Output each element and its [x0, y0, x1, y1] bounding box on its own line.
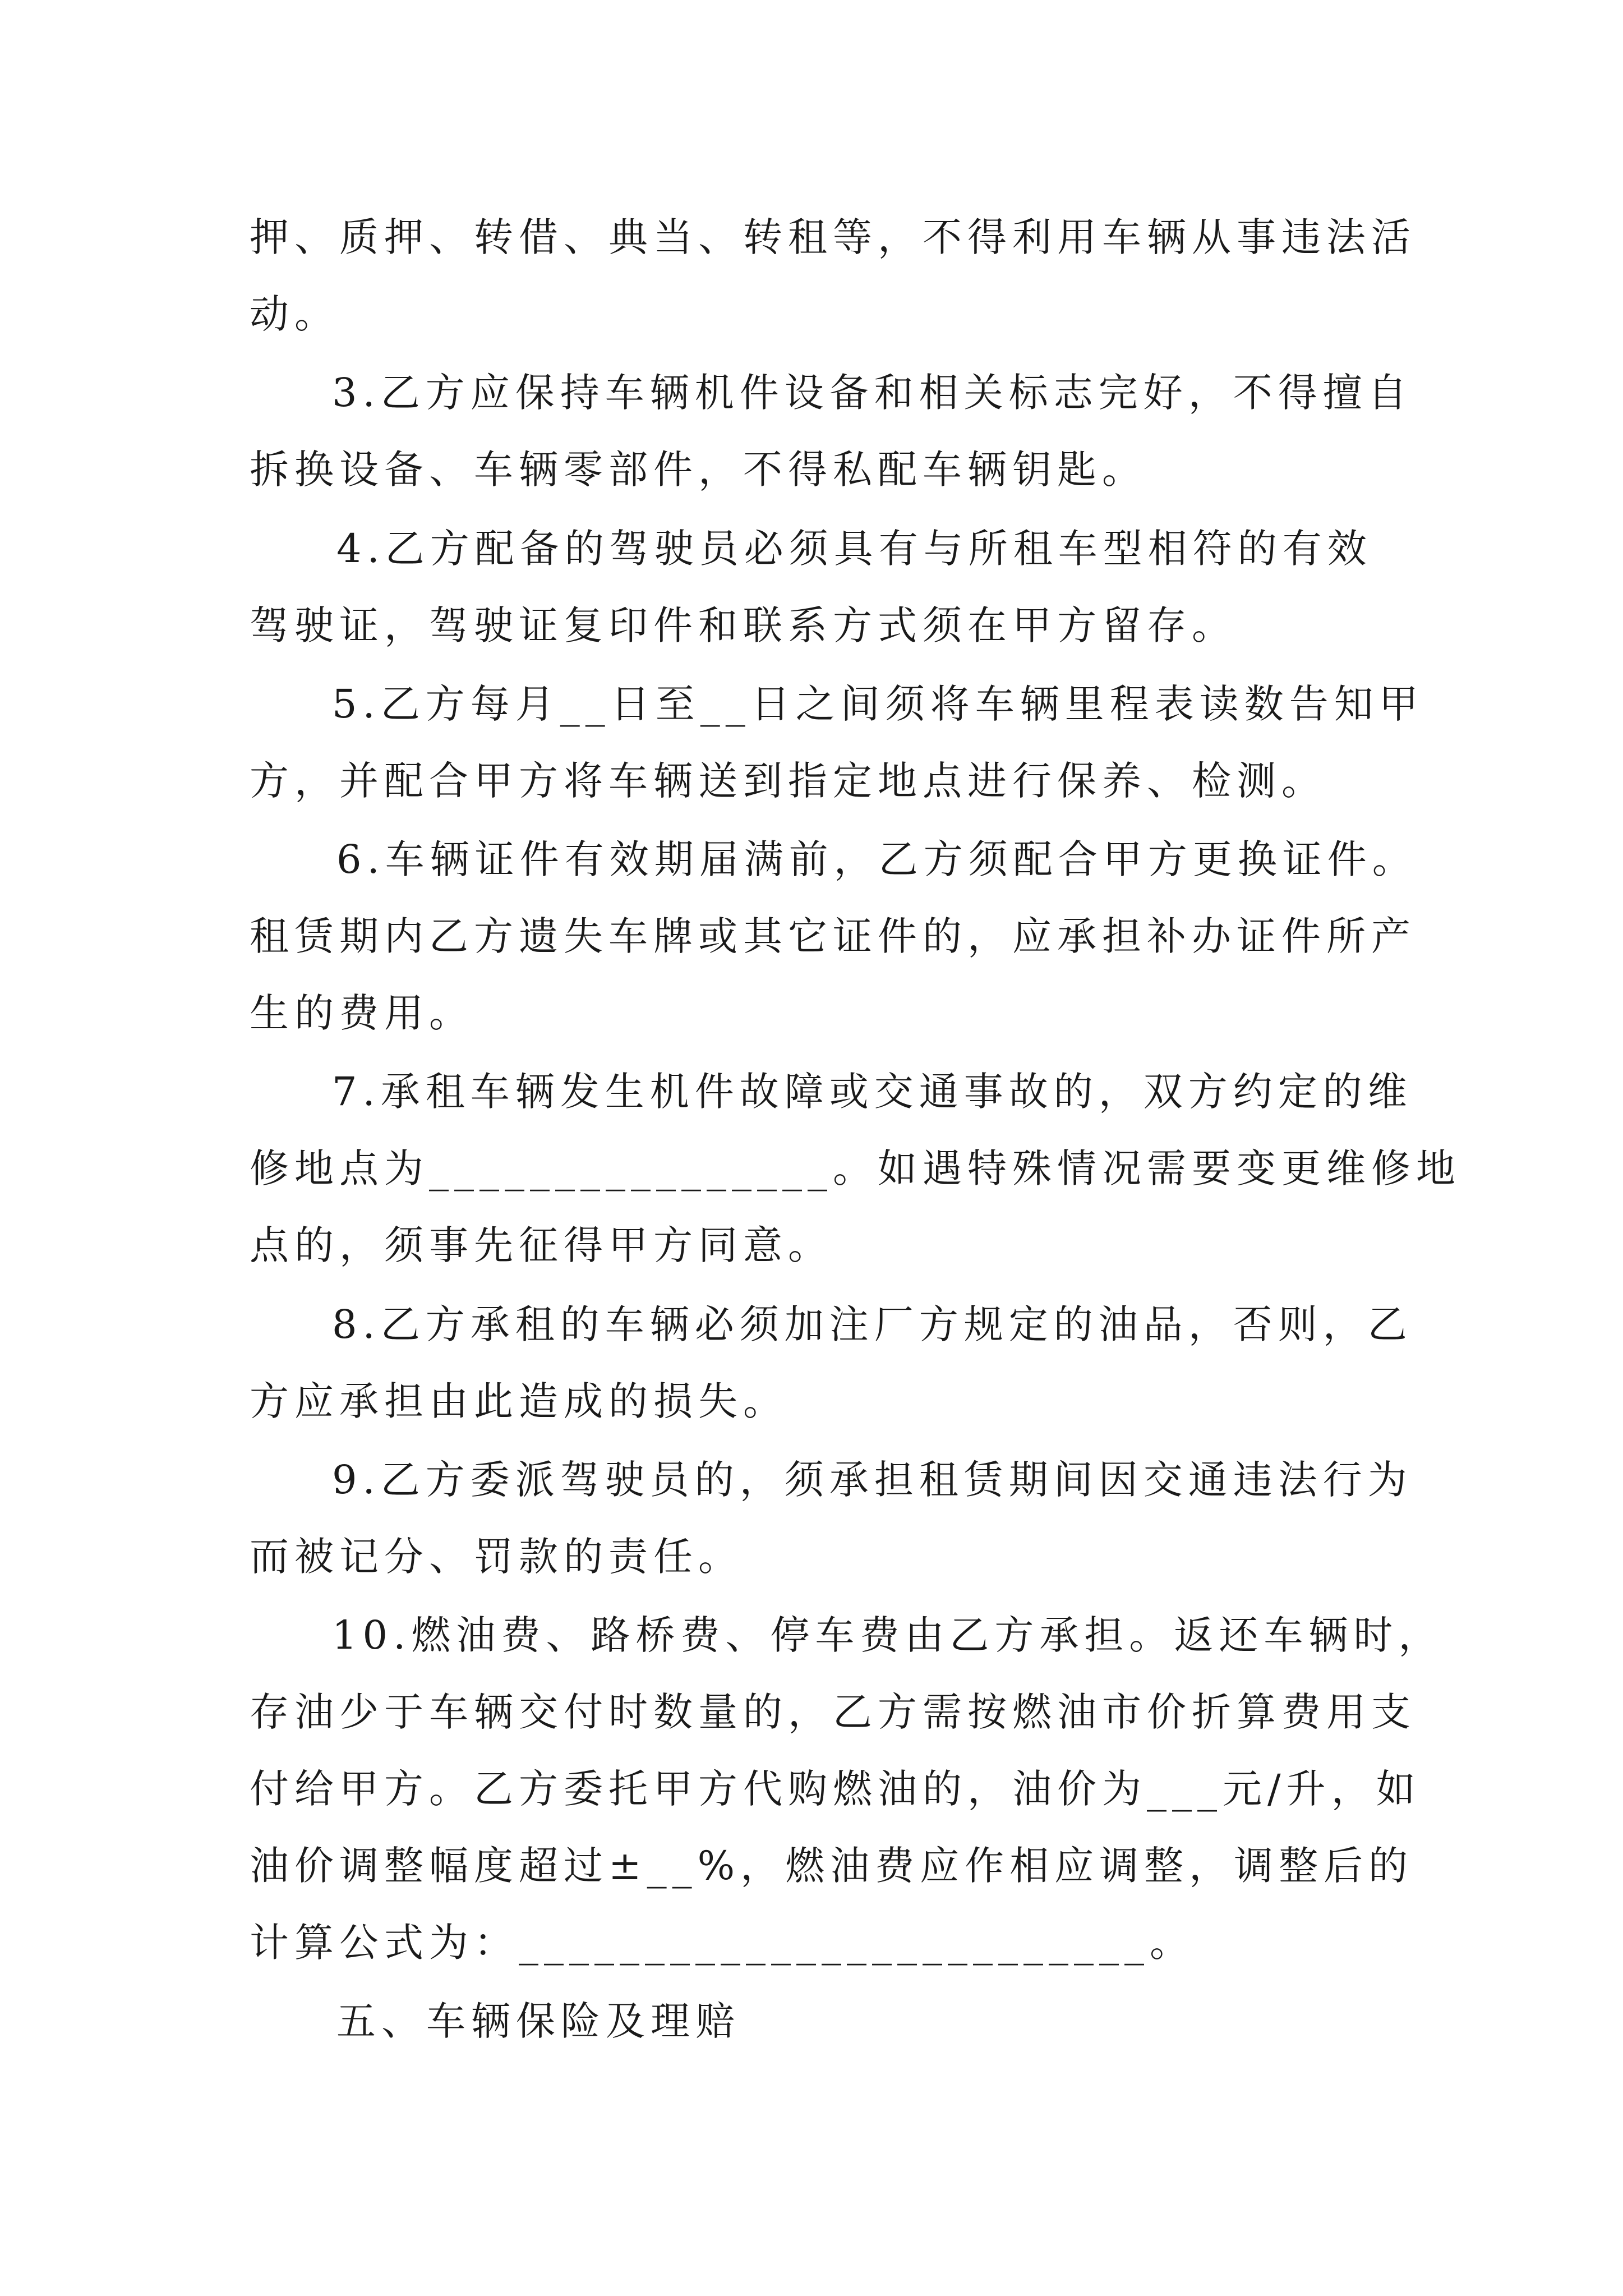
text-line: 生的费用。 — [250, 990, 474, 1036]
text-line: 方应承担由此造成的损失。 — [250, 1378, 788, 1424]
text-line: 存油少于车辆交付时数量的，乙方需按燃油市价折算费用支 — [250, 1689, 1416, 1735]
text-line: 7.承租车辆发生机件故障或交通事故的，双方约定的维 — [332, 1069, 1413, 1115]
text-line: 计算公式为：_________________________。 — [250, 1920, 1195, 1966]
text-line: 而被记分、罚款的责任。 — [250, 1534, 743, 1580]
text-line: 9.乙方委派驾驶员的，须承担租赁期间因交通违法行为 — [332, 1457, 1413, 1503]
text-line: 点的，须事先征得甲方同意。 — [250, 1222, 833, 1268]
text-line: 付给甲方。乙方委托甲方代购燃油的，油价为___元/升，如 — [250, 1766, 1421, 1812]
text-line: 动。 — [250, 291, 339, 337]
text-line: 修地点为________________。如遇特殊情况需要变更维修地 — [250, 1145, 1461, 1191]
text-line: 10.燃油费、路桥费、停车费由乙方承担。返还车辆时， — [332, 1612, 1444, 1658]
text-line: 租赁期内乙方遗失车牌或其它证件的，应承担补办证件所产 — [250, 913, 1416, 959]
text-line: 押、质押、转借、典当、转租等，不得利用车辆从事违法活 — [250, 214, 1416, 260]
text-line: 拆换设备、车辆零部件，不得私配车辆钥匙。 — [250, 447, 1147, 493]
text-line: 3.乙方应保持车辆机件设备和相关标志完好，不得擅自 — [332, 370, 1413, 416]
text-line: 6.车辆证件有效期届满前，乙方须配合甲方更换证件。 — [336, 836, 1417, 882]
text-line: 驾驶证，驾驶证复印件和联系方式须在甲方留存。 — [250, 602, 1237, 648]
text-line: 方，并配合甲方将车辆送到指定地点进行保养、检测。 — [250, 758, 1326, 804]
text-line: 5.乙方每月__日至__日之间须将车辆里程表读数告知甲 — [332, 681, 1424, 727]
text-line: 4.乙方配备的驾驶员必须具有与所租车型相符的有效 — [336, 526, 1372, 572]
section-heading: 五、车辆保险及理赔 — [336, 1998, 740, 2044]
text-line: 油价调整幅度超过±__%，燃油费应作相应调整，调整后的 — [250, 1843, 1414, 1889]
text-line: 8.乙方承租的车辆必须加注厂方规定的油品，否则，乙 — [332, 1301, 1413, 1347]
